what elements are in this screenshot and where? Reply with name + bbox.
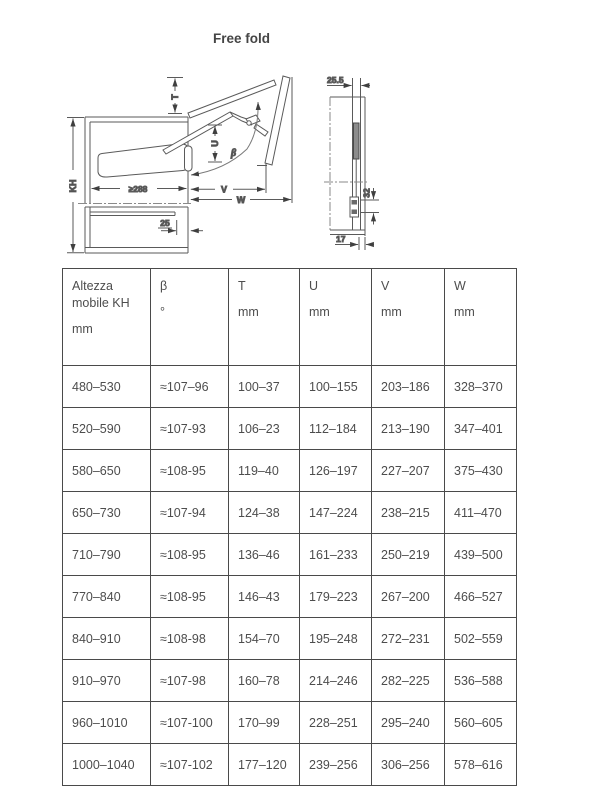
cabinet-section-diagram [60,64,320,260]
table-row [63,660,517,702]
header-unit: mm [381,305,402,319]
table-cell: 250–219 [372,534,445,576]
table-cell: 272–231 [372,618,445,660]
header-line: W [454,279,466,293]
col-header-t [229,269,300,366]
offset-dimension [327,75,370,97]
table-cell: 267–200 [372,576,445,618]
col-header-u [300,269,372,366]
table-cell: 161–233 [300,534,372,576]
u-label: U [210,140,220,147]
gap-label: 25 [160,218,170,228]
table-cell: 560–605 [445,702,517,744]
table-cell: 439–500 [445,534,517,576]
table-cell: 177–120 [229,744,300,786]
table-cell: 480–530 [63,366,151,408]
table-cell: ≈108-98 [151,618,229,660]
header-row [63,269,517,366]
table-row [63,492,517,534]
table-cell: 520–590 [63,408,151,450]
bracket-dimension [361,188,379,225]
t-dimension [167,78,183,114]
lift-rail [354,123,360,159]
table-row [63,450,517,492]
table-cell: 136–46 [229,534,300,576]
table-cell: ≈108-95 [151,576,229,618]
table-cell: 328–370 [445,366,517,408]
table-cell: ≈107-98 [151,660,229,702]
header-unit: mm [238,305,259,319]
table-cell: 411–470 [445,492,517,534]
panel-outline [330,97,365,236]
table-cell: 195–248 [300,618,372,660]
bracket-dim-label: 32 [361,188,372,198]
page-title: Free fold [213,31,271,46]
col-header-w [445,269,517,366]
kh-dimension [67,118,84,253]
table-cell: 1000–1040 [63,744,151,786]
table-cell: 710–790 [63,534,151,576]
table-cell: 770–840 [63,576,151,618]
col-header-beta [151,269,229,366]
table-cell: ≈107-94 [151,492,229,534]
front-flap-door [265,76,290,165]
t-label: T [170,94,180,100]
offset-label: 25.5 [327,75,344,85]
header-unit: ° [160,305,165,319]
header-line: β [160,279,168,293]
cabinet-lower-body [85,207,188,253]
table-cell: ≈108-95 [151,534,229,576]
thickness-label: 17 [336,234,346,244]
u-dimension [208,125,222,162]
table-row [63,744,517,786]
header-line: mobile KH [72,296,130,310]
header-line: V [381,279,390,293]
table-cell: 580–650 [63,450,151,492]
table-cell: 347–401 [445,408,517,450]
table-cell: 228–251 [300,702,372,744]
table-cell: 306–256 [372,744,445,786]
table-cell: ≈107–96 [151,366,229,408]
header-line: Altezza [72,279,113,293]
v-dimension [191,163,267,195]
gap-dimension [158,218,203,235]
min-width-label: ≥288 [128,184,148,194]
w-label: W [236,195,246,205]
beta-label: β [231,148,237,159]
thickness-dimension [335,234,374,250]
table-row [63,534,517,576]
table-cell: 147–224 [300,492,372,534]
table-cell: 282–225 [372,660,445,702]
table-cell: ≈107-93 [151,408,229,450]
table-cell: 213–190 [372,408,445,450]
table-cell: 960–1010 [63,702,151,744]
header-unit: mm [454,305,475,319]
table-cell: ≈107-102 [151,744,229,786]
table-cell: 227–207 [372,450,445,492]
header-line: T [238,279,246,293]
table-cell: 502–559 [445,618,517,660]
pivot-point [247,121,251,125]
table-cell: 119–40 [229,450,300,492]
table-cell: 126–197 [300,450,372,492]
table-cell: 578–616 [445,744,517,786]
table-cell: 112–184 [300,408,372,450]
table-cell: 650–730 [63,492,151,534]
mounting-panel-diagram [322,64,492,256]
table-cell: 170–99 [229,702,300,744]
table-cell: 154–70 [229,618,300,660]
table-cell: 536–588 [445,660,517,702]
table-row [63,576,517,618]
table-cell: 124–38 [229,492,300,534]
spec-table [62,268,517,786]
table-cell: 238–215 [372,492,445,534]
mounting-bracket [350,197,359,217]
upper-flap-door [188,80,276,118]
table-cell: 840–910 [63,618,151,660]
min-width-dimension [92,184,187,194]
header-line: U [309,279,319,293]
header-unit: mm [309,305,330,319]
table-cell: 100–37 [229,366,300,408]
table-cell: 203–186 [372,366,445,408]
table-row [63,618,517,660]
table-cell: 910–970 [63,660,151,702]
table-cell: 239–256 [300,744,372,786]
table-cell: 466–527 [445,576,517,618]
col-header-v [372,269,445,366]
table-cell: 375–430 [445,450,517,492]
table-cell: 146–43 [229,576,300,618]
table-cell: 214–246 [300,660,372,702]
table-cell: 106–23 [229,408,300,450]
col-header-kh [63,269,151,366]
table-row [63,702,517,744]
table-cell: 179–223 [300,576,372,618]
table-cell: 100–155 [300,366,372,408]
table-cell: ≈108-95 [151,450,229,492]
header-unit: mm [72,322,93,336]
table-row [63,408,517,450]
table-row [63,366,517,408]
table-cell: ≈107-100 [151,702,229,744]
table-cell: 160–78 [229,660,300,702]
v-label: V [220,184,228,195]
kh-label: KH [68,179,78,193]
table-cell: 295–240 [372,702,445,744]
spec-table-body [63,366,517,786]
